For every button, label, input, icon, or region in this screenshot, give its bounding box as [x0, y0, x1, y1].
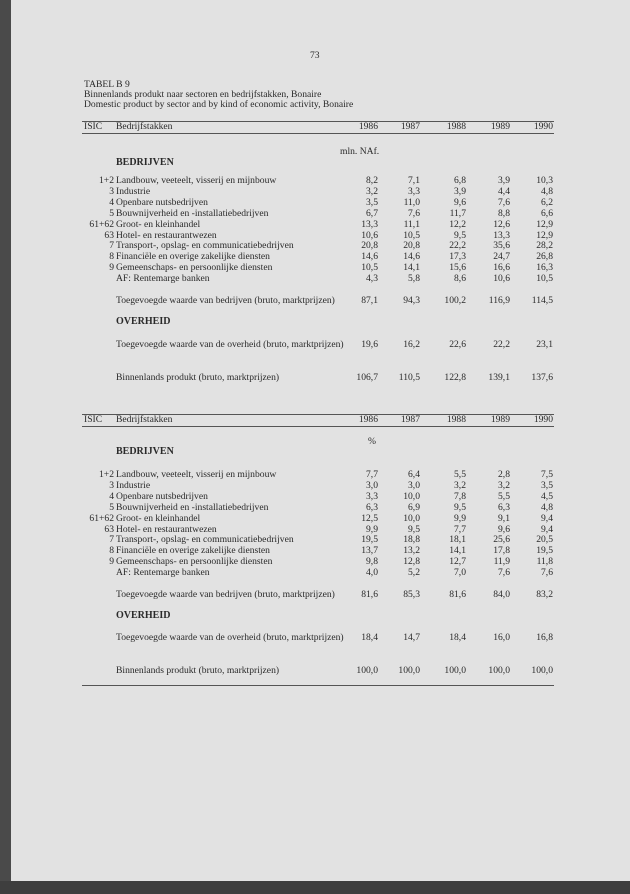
page-number: 73	[310, 50, 320, 61]
sector-label: Landbouw, veeteelt, visserij en mijnbouw	[116, 175, 277, 186]
sector-label: Financiële en overige zakelijke diensten	[116, 251, 270, 262]
business-total-value: 84,0	[493, 589, 510, 600]
sector-value: 3,3	[408, 186, 420, 197]
sector-value: 20,8	[361, 240, 378, 251]
sector-label: AF: Rentemarge banken	[116, 567, 210, 578]
sector-label: Bouwnijverheid en -installatiebedrijven	[116, 208, 269, 219]
sector-value: 9,9	[366, 524, 378, 535]
gdp-value: 100,0	[488, 665, 510, 676]
sector-label: Transport-, opslag- en communicatiebedrijven	[116, 240, 294, 251]
column-header-year: 1989	[490, 121, 510, 132]
sector-value: 12,5	[361, 513, 378, 524]
sector-value: 3,2	[498, 480, 510, 491]
sector-value: 3,0	[408, 480, 420, 491]
sector-label: Gemeenschaps- en persoonlijke diensten	[116, 556, 273, 567]
business-total-value: 100,2	[444, 295, 466, 306]
sector-value: 17,8	[493, 545, 510, 556]
sector-value: 9,5	[454, 502, 466, 513]
gdp-value: 100,0	[356, 665, 378, 676]
isic-code: 5	[109, 208, 114, 219]
sector-value: 7,1	[408, 175, 420, 186]
sector-value: 9,6	[498, 524, 510, 535]
sector-value: 10,5	[403, 230, 420, 241]
sector-label: Hotel- en restaurantwezen	[116, 230, 217, 241]
column-header-year: 1987	[400, 414, 420, 425]
sector-value: 5,2	[408, 567, 420, 578]
business-total-value: 81,6	[361, 589, 378, 600]
sector-label: Groot- en kleinhandel	[116, 513, 201, 524]
unit-label: %	[368, 436, 376, 447]
isic-code: 9	[109, 556, 114, 567]
sector-value: 14,1	[449, 545, 466, 556]
sector-label: Industrie	[116, 186, 151, 197]
business-total-value: 94,3	[403, 295, 420, 306]
sector-value: 20,5	[536, 534, 553, 545]
business-total-label: Toegevoegde waarde van bedrijven (bruto, marktprijzen)	[116, 589, 335, 600]
sector-value: 16,6	[493, 262, 510, 273]
header-rule-bottom	[82, 133, 554, 134]
sector-value: 35,6	[493, 240, 510, 251]
title-english: Domestic product by sector and by kind of economic activity, Bonaire	[84, 99, 354, 110]
sector-value: 22,2	[449, 240, 466, 251]
sector-value: 5,5	[454, 469, 466, 480]
sector-value: 10,0	[403, 491, 420, 502]
sector-value: 4,4	[498, 186, 510, 197]
sector-value: 18,8	[403, 534, 420, 545]
column-header-year: 1988	[446, 121, 466, 132]
isic-code: 8	[109, 545, 114, 556]
isic-code: 5	[109, 502, 114, 513]
table-rule-bottom	[82, 685, 554, 686]
business-total-value: 85,3	[403, 589, 420, 600]
isic-code: 3	[109, 480, 114, 491]
sector-value: 12,2	[449, 219, 466, 230]
sector-value: 7,7	[454, 524, 466, 535]
government-total-value: 16,0	[493, 632, 510, 643]
sector-value: 10,3	[536, 175, 553, 186]
sector-value: 13,7	[361, 545, 378, 556]
sector-value: 10,6	[361, 230, 378, 241]
sector-value: 6,4	[408, 469, 420, 480]
sector-value: 7,6	[498, 567, 510, 578]
government-total-value: 23,1	[536, 339, 553, 350]
column-header-year: 1989	[490, 414, 510, 425]
gdp-value: 137,6	[531, 372, 553, 383]
sector-value: 6,3	[366, 502, 378, 513]
sector-value: 9,4	[541, 524, 553, 535]
column-header-year: 1987	[400, 121, 420, 132]
sector-value: 28,2	[536, 240, 553, 251]
sector-label: Industrie	[116, 480, 151, 491]
isic-code: 9	[109, 262, 114, 273]
sector-value: 11,9	[493, 556, 510, 567]
sector-value: 3,2	[366, 186, 378, 197]
sector-label: Hotel- en restaurantwezen	[116, 524, 217, 535]
scan-edge-bottom	[0, 881, 630, 894]
column-header-sector: Bedrijfstakken	[116, 121, 173, 132]
business-total-value: 81,6	[449, 589, 466, 600]
gdp-value: 100,0	[398, 665, 420, 676]
sector-value: 9,6	[454, 197, 466, 208]
sector-value: 11,1	[403, 219, 420, 230]
sector-value: 11,0	[403, 197, 420, 208]
sector-value: 12,8	[403, 556, 420, 567]
sector-value: 3,5	[541, 480, 553, 491]
gdp-value: 110,5	[398, 372, 420, 383]
sector-value: 18,1	[449, 534, 466, 545]
sector-value: 11,8	[536, 556, 553, 567]
sector-value: 12,9	[536, 219, 553, 230]
sector-value: 6,7	[366, 208, 378, 219]
sector-label: Transport-, opslag- en communicatiebedrijven	[116, 534, 294, 545]
sector-value: 9,5	[408, 524, 420, 535]
sector-value: 3,5	[366, 197, 378, 208]
column-header-year: 1986	[358, 414, 378, 425]
sector-value: 17,3	[449, 251, 466, 262]
sector-value: 10,0	[403, 513, 420, 524]
sector-value: 16,3	[536, 262, 553, 273]
sector-value: 24,7	[493, 251, 510, 262]
sector-value: 8,6	[454, 273, 466, 284]
business-total-label: Toegevoegde waarde van bedrijven (bruto, marktprijzen)	[116, 295, 335, 306]
sector-value: 3,0	[366, 480, 378, 491]
gdp-value: 100,0	[531, 665, 553, 676]
business-total-value: 116,9	[488, 295, 510, 306]
business-total-value: 83,2	[536, 589, 553, 600]
sector-value: 3,2	[454, 480, 466, 491]
sector-value: 14,6	[361, 251, 378, 262]
sector-value: 9,4	[541, 513, 553, 524]
column-header-year: 1986	[358, 121, 378, 132]
sector-value: 2,8	[498, 469, 510, 480]
sector-value: 26,8	[536, 251, 553, 262]
sector-value: 10,6	[493, 273, 510, 284]
sector-value: 15,6	[449, 262, 466, 273]
column-header-year: 1990	[533, 414, 553, 425]
isic-code: 3	[109, 186, 114, 197]
sector-value: 19,5	[361, 534, 378, 545]
sector-value: 10,5	[361, 262, 378, 273]
sector-value: 6,2	[541, 197, 553, 208]
sector-value: 12,6	[493, 219, 510, 230]
sector-value: 7,6	[541, 567, 553, 578]
sector-label: Groot- en kleinhandel	[116, 219, 201, 230]
sector-label: Landbouw, veeteelt, visserij en mijnbouw	[116, 469, 277, 480]
sector-value: 6,6	[541, 208, 553, 219]
unit-label: mln. NAf.	[340, 146, 380, 157]
government-total-value: 22,6	[449, 339, 466, 350]
sector-label: AF: Rentemarge banken	[116, 273, 210, 284]
government-total-value: 16,8	[536, 632, 553, 643]
sector-value: 7,0	[454, 567, 466, 578]
sector-value: 7,6	[408, 208, 420, 219]
section-heading-business: BEDRIJVEN	[116, 157, 174, 168]
isic-code: 4	[109, 197, 114, 208]
sector-value: 6,8	[454, 175, 466, 186]
sector-value: 14,6	[403, 251, 420, 262]
sector-value: 14,1	[403, 262, 420, 273]
government-total-label: Toegevoegde waarde van de overheid (bruto, marktprijzen)	[116, 632, 344, 643]
sector-value: 20,8	[403, 240, 420, 251]
isic-code: 63	[104, 230, 114, 241]
gdp-value: 139,1	[488, 372, 510, 383]
sector-value: 4,5	[541, 491, 553, 502]
column-header-isic: ISIC	[84, 414, 103, 425]
isic-code: 7	[109, 240, 114, 251]
sector-value: 7,7	[366, 469, 378, 480]
title-dutch: Binnenlands produkt naar sectoren en bedrijfstakken, Bonaire	[84, 89, 322, 100]
isic-code: 61+62	[89, 513, 114, 524]
sector-value: 7,6	[498, 197, 510, 208]
sector-value: 3,9	[454, 186, 466, 197]
business-total-value: 87,1	[361, 295, 378, 306]
header-rule-bottom	[82, 426, 554, 427]
sector-value: 13,3	[361, 219, 378, 230]
isic-code: 4	[109, 491, 114, 502]
sector-label: Openbare nutsbedrijven	[116, 197, 208, 208]
column-header-isic: ISIC	[84, 121, 103, 132]
column-header-sector: Bedrijfstakken	[116, 414, 173, 425]
sector-value: 7,5	[541, 469, 553, 480]
business-total-value: 114,5	[531, 295, 553, 306]
government-total-value: 22,2	[493, 339, 510, 350]
sector-value: 8,2	[366, 175, 378, 186]
government-total-value: 19,6	[361, 339, 378, 350]
sector-value: 10,5	[536, 273, 553, 284]
sector-value: 7,8	[454, 491, 466, 502]
table-id: TABEL B 9	[84, 79, 130, 90]
sector-value: 9,5	[454, 230, 466, 241]
sector-value: 4,8	[541, 502, 553, 513]
sector-value: 6,9	[408, 502, 420, 513]
sector-value: 5,8	[408, 273, 420, 284]
section-heading-business: BEDRIJVEN	[116, 446, 174, 457]
sector-label: Bouwnijverheid en -installatiebedrijven	[116, 502, 269, 513]
gdp-value: 122,8	[444, 372, 466, 383]
sector-value: 4,3	[366, 273, 378, 284]
sector-label: Financiële en overige zakelijke diensten	[116, 545, 270, 556]
sector-value: 12,9	[536, 230, 553, 241]
gdp-label: Binnenlands produkt (bruto, marktprijzen)	[116, 665, 280, 676]
column-header-year: 1988	[446, 414, 466, 425]
sector-value: 4,8	[541, 186, 553, 197]
isic-code: 1+2	[98, 469, 114, 480]
government-total-value: 18,4	[361, 632, 378, 643]
section-heading-government: OVERHEID	[116, 316, 171, 327]
sector-value: 8,8	[498, 208, 510, 219]
sector-value: 13,2	[403, 545, 420, 556]
gdp-value: 106,7	[356, 372, 378, 383]
column-header-year: 1990	[533, 121, 553, 132]
isic-code: 8	[109, 251, 114, 262]
sector-value: 9,1	[498, 513, 510, 524]
sector-label: Gemeenschaps- en persoonlijke diensten	[116, 262, 273, 273]
gdp-value: 100,0	[444, 665, 466, 676]
section-heading-government: OVERHEID	[116, 610, 171, 621]
sector-value: 6,3	[498, 502, 510, 513]
government-total-value: 16,2	[403, 339, 420, 350]
sector-value: 3,9	[498, 175, 510, 186]
government-total-label: Toegevoegde waarde van de overheid (bruto, marktprijzen)	[116, 339, 344, 350]
sector-value: 4,0	[366, 567, 378, 578]
government-total-value: 18,4	[449, 632, 466, 643]
sector-value: 9,9	[454, 513, 466, 524]
isic-code: 63	[104, 524, 114, 535]
sector-value: 12,7	[449, 556, 466, 567]
isic-code: 7	[109, 534, 114, 545]
government-total-value: 14,7	[403, 632, 420, 643]
sector-value: 11,7	[449, 208, 466, 219]
isic-code: 1+2	[98, 175, 114, 186]
sector-label: Openbare nutsbedrijven	[116, 491, 208, 502]
gdp-label: Binnenlands produkt (bruto, marktprijzen)	[116, 372, 280, 383]
scan-edge-left	[0, 0, 11, 894]
isic-code: 61+62	[89, 219, 114, 230]
sector-value: 3,3	[366, 491, 378, 502]
sector-value: 5,5	[498, 491, 510, 502]
sector-value: 19,5	[536, 545, 553, 556]
sector-value: 9,8	[366, 556, 378, 567]
sector-value: 25,6	[493, 534, 510, 545]
sector-value: 13,3	[493, 230, 510, 241]
